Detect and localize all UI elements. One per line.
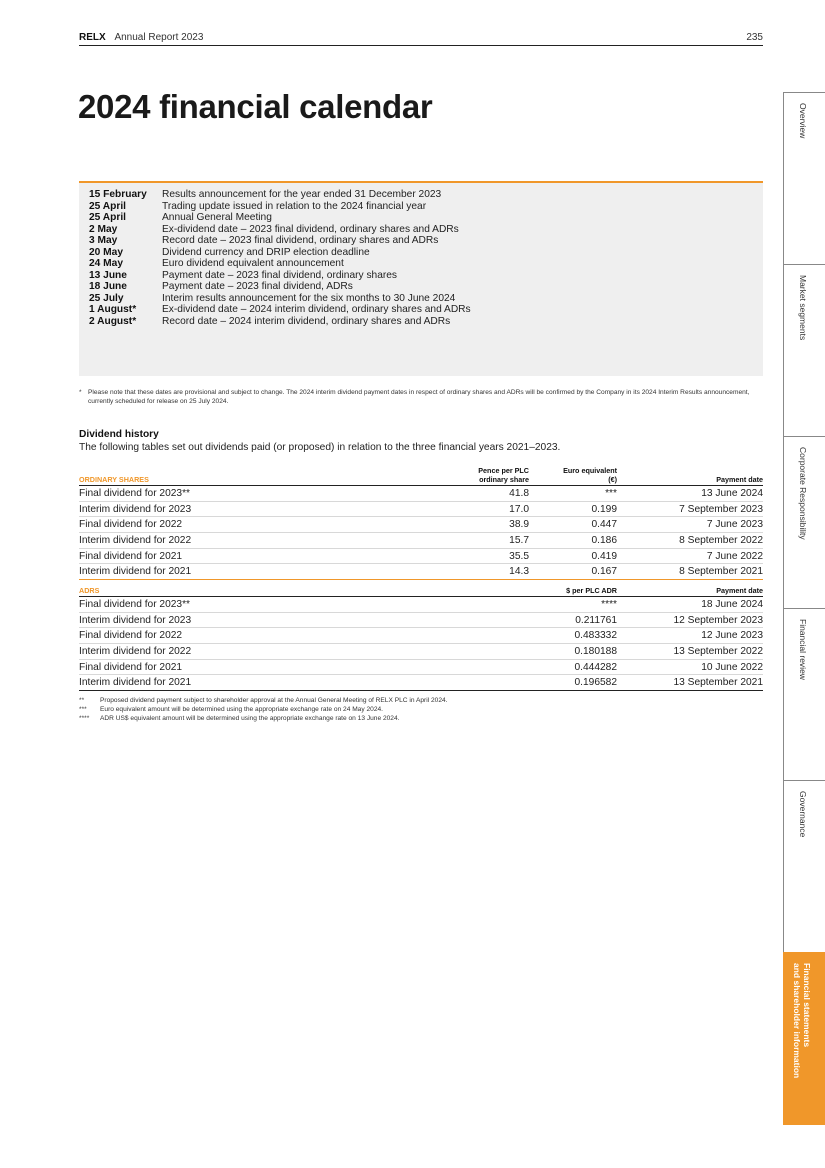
side-tab-label: Financial statements and shareholder information bbox=[792, 963, 812, 1079]
row-label: Interim dividend for 2021 bbox=[79, 566, 192, 578]
calendar-date: 24 May bbox=[89, 258, 123, 269]
euro-value: 0.199 bbox=[591, 503, 617, 515]
calendar-event: Euro dividend equivalent announcement bbox=[162, 258, 344, 269]
pence-value: 14.3 bbox=[509, 566, 529, 578]
side-tab-label: Governance bbox=[798, 791, 808, 838]
note-mark: *** bbox=[79, 706, 87, 713]
table-row bbox=[79, 517, 763, 533]
row-label: Final dividend for 2022 bbox=[79, 630, 183, 642]
payment-date: 13 September 2022 bbox=[673, 646, 763, 658]
footnote-mark: * bbox=[79, 389, 82, 396]
note-mark: ** bbox=[79, 697, 85, 704]
note-mark: **** bbox=[79, 715, 90, 722]
financial-calendar bbox=[79, 181, 763, 376]
side-tab-label: Overview bbox=[798, 103, 808, 139]
table-row bbox=[79, 486, 763, 502]
calendar-event: Payment date – 2023 final dividend, ADRs bbox=[162, 281, 353, 292]
column-header: $ per PLC ADR bbox=[566, 586, 617, 595]
pence-value: 38.9 bbox=[509, 519, 529, 531]
note bbox=[79, 714, 763, 723]
column-header: Euro equivalent (€) bbox=[563, 466, 617, 484]
calendar-event: Record date – 2023 final dividend, ordinary shares and ADRs bbox=[162, 235, 439, 246]
calendar-row bbox=[79, 235, 763, 247]
table-row bbox=[79, 644, 763, 660]
calendar-date: 18 June bbox=[89, 281, 127, 292]
calendar-date: 25 April bbox=[89, 200, 126, 212]
row-label: Interim dividend for 2023 bbox=[79, 614, 192, 626]
payment-date: 13 September 2021 bbox=[673, 677, 763, 689]
row-label: Final dividend for 2023** bbox=[79, 599, 191, 610]
euro-value: *** bbox=[605, 488, 617, 499]
payment-date: 13 June 2024 bbox=[701, 488, 763, 499]
section-label: ORDINARY SHARES bbox=[79, 475, 149, 484]
calendar-date: 15 February bbox=[89, 189, 147, 200]
calendar-event: Ex-dividend date – 2024 interim dividend, ordinary shares and ADRs bbox=[162, 304, 471, 315]
row-label: Final dividend for 2021 bbox=[79, 550, 183, 562]
section-label: ADRS bbox=[79, 586, 100, 595]
table-header bbox=[79, 460, 763, 486]
calendar-row bbox=[79, 304, 763, 316]
calendar-event: Ex-dividend date – 2023 final dividend, ordinary shares and ADRs bbox=[162, 223, 459, 235]
calendar-date: 13 June bbox=[89, 269, 127, 281]
note bbox=[79, 705, 763, 714]
table-row bbox=[79, 675, 763, 691]
side-tab-corporate-responsibility[interactable] bbox=[783, 436, 825, 608]
side-tab-overview[interactable] bbox=[783, 92, 825, 264]
table-row bbox=[79, 533, 763, 549]
pence-value: 41.8 bbox=[509, 488, 529, 499]
calendar-row bbox=[79, 212, 763, 224]
pence-value: 15.7 bbox=[509, 535, 529, 547]
usd-value: 0.444282 bbox=[574, 661, 617, 673]
side-tab-governance[interactable] bbox=[783, 780, 825, 952]
column-header: Payment date bbox=[716, 586, 763, 595]
usd-value: 0.180188 bbox=[574, 646, 617, 658]
row-label: Interim dividend for 2022 bbox=[79, 646, 192, 658]
calendar-row bbox=[79, 316, 763, 328]
calendar-event: Dividend currency and DRIP election deadline bbox=[162, 246, 370, 258]
header-rule bbox=[79, 45, 763, 46]
usd-value: **** bbox=[601, 599, 617, 610]
calendar-date: 25 July bbox=[89, 292, 124, 304]
euro-value: 0.186 bbox=[591, 535, 617, 547]
page-number: 235 bbox=[746, 32, 763, 43]
page-header bbox=[79, 32, 763, 46]
column-header: Payment date bbox=[716, 475, 763, 484]
row-label: Interim dividend for 2021 bbox=[79, 677, 192, 689]
row-label: Final dividend for 2021 bbox=[79, 661, 183, 673]
calendar-event: Interim results announcement for the six months to 30 June 2024 bbox=[162, 292, 456, 304]
ordinary-shares-table bbox=[79, 460, 763, 580]
usd-value: 0.483332 bbox=[574, 630, 617, 642]
table-row bbox=[79, 628, 763, 644]
pence-value: 17.0 bbox=[509, 503, 529, 515]
dividend-history-title: Dividend history bbox=[79, 429, 159, 440]
adrs-table bbox=[79, 580, 763, 691]
side-tab-financial-statements[interactable] bbox=[783, 952, 825, 1125]
euro-value: 0.447 bbox=[591, 519, 617, 531]
table-row bbox=[79, 613, 763, 629]
payment-date: 10 June 2022 bbox=[701, 661, 763, 673]
side-tab-financial-review[interactable] bbox=[783, 608, 825, 780]
side-tab-label: Corporate Responsibility bbox=[798, 447, 808, 540]
side-tab-label: Financial review bbox=[798, 619, 808, 680]
table-notes bbox=[79, 696, 763, 723]
calendar-row bbox=[79, 258, 763, 270]
table-row bbox=[79, 564, 763, 580]
row-label: Final dividend for 2022 bbox=[79, 519, 183, 531]
calendar-row bbox=[79, 293, 763, 305]
calendar-event: Record date – 2024 interim dividend, ordinary shares and ADRs bbox=[162, 315, 451, 327]
payment-date: 8 September 2021 bbox=[679, 566, 763, 578]
table-row bbox=[79, 502, 763, 518]
calendar-date: 1 August* bbox=[89, 304, 137, 315]
calendar-event: Payment date – 2023 final dividend, ordinary shares bbox=[162, 269, 398, 281]
calendar-row bbox=[79, 281, 763, 293]
euro-value: 0.167 bbox=[591, 566, 617, 578]
calendar-date: 3 May bbox=[89, 235, 118, 246]
payment-date: 12 June 2023 bbox=[701, 630, 763, 642]
note-text: Euro equivalent amount will be determined using the appropriate exchange rate on 24 May 2024. bbox=[100, 706, 383, 713]
note-text: ADR US$ equivalent amount will be determined using the appropriate exchange rate on 13 June 2024. bbox=[100, 715, 400, 722]
dividend-history-intro: The following tables set out dividends paid (or proposed) in relation to the three financial years 2021–2023. bbox=[79, 442, 561, 453]
calendar-row bbox=[79, 201, 763, 213]
usd-value: 0.211761 bbox=[575, 614, 617, 626]
calendar-event: Results announcement for the year ended 31 December 2023 bbox=[162, 189, 442, 200]
calendar-date: 2 August* bbox=[89, 315, 137, 327]
payment-date: 7 June 2023 bbox=[706, 519, 763, 531]
brand-name: RELX bbox=[79, 32, 106, 43]
payment-date: 8 September 2022 bbox=[679, 535, 763, 547]
calendar-date: 25 April bbox=[89, 212, 126, 223]
payment-date: 7 June 2022 bbox=[706, 550, 763, 562]
row-label: Interim dividend for 2023 bbox=[79, 503, 192, 515]
page-title: 2024 financial calendar bbox=[78, 88, 433, 125]
table-header bbox=[79, 580, 763, 597]
calendar-event: Trading update issued in relation to the 2024 financial year bbox=[162, 200, 427, 212]
calendar-date: 2 May bbox=[89, 223, 118, 235]
usd-value: 0.196582 bbox=[574, 677, 617, 689]
calendar-row bbox=[79, 224, 763, 236]
side-tab-label: Market segments bbox=[798, 275, 808, 341]
calendar-event: Annual General Meeting bbox=[162, 212, 272, 223]
calendar-date: 20 May bbox=[89, 246, 123, 258]
table-row bbox=[79, 660, 763, 676]
note bbox=[79, 696, 763, 705]
side-tab-market-segments[interactable] bbox=[783, 264, 825, 436]
column-header: Pence per PLC ordinary share bbox=[478, 466, 529, 484]
table-row bbox=[79, 597, 763, 613]
pence-value: 35.5 bbox=[509, 550, 529, 562]
calendar-row bbox=[79, 247, 763, 259]
euro-value: 0.419 bbox=[591, 550, 617, 562]
row-label: Interim dividend for 2022 bbox=[79, 535, 192, 547]
payment-date: 18 June 2024 bbox=[701, 599, 763, 610]
dividend-history bbox=[79, 428, 763, 454]
row-label: Final dividend for 2023** bbox=[79, 488, 191, 499]
note-text: Proposed dividend payment subject to shareholder approval at the Annual General Meeting of RELX PLC in April 2024. bbox=[100, 697, 448, 704]
calendar-row bbox=[79, 189, 763, 201]
calendar-row bbox=[79, 270, 763, 282]
report-name: Annual Report 2023 bbox=[114, 32, 204, 43]
payment-date: 12 September 2023 bbox=[673, 614, 763, 626]
table-row bbox=[79, 549, 763, 565]
footnote-text: Please note that these dates are provisional and subject to change. The 2024 interim dividend payment dates in respect of ordinary shares and ADRs will be confirmed by the Company in its 2024 Interim Results announcement, currently scheduled for release on 25 July 2024. bbox=[88, 389, 750, 406]
calendar-footnote bbox=[79, 388, 769, 407]
payment-date: 7 September 2023 bbox=[679, 503, 763, 515]
